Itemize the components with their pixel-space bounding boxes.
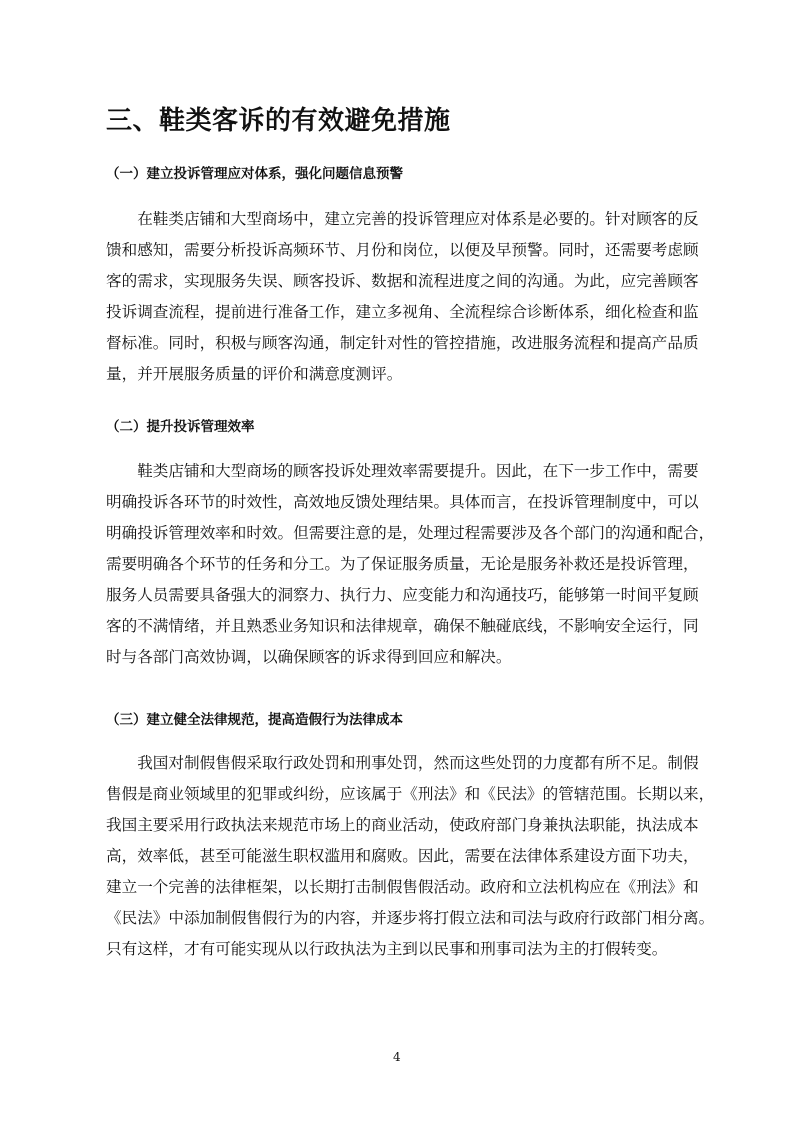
text-line: 明确投诉各环节的时效性，高效地反馈处理结果。具体而言，在投诉管理制度中，可以	[106, 493, 699, 511]
text-line: 督标准。同时，积极与顾客沟通，制定针对性的管控措施，改进服务流程和提高产品质	[106, 334, 699, 352]
text-line: 建立一个完善的法律框架，以长期打击制假售假活动。政府和立法机构应在《刑法》和	[106, 878, 699, 896]
text-line: 只有这样，才有可能实现从以行政执法为主到以民事和刑事司法为主的打假转变。	[106, 940, 668, 958]
paragraph-2	[106, 456, 715, 673]
text-line: 鞋类店铺和大型商场的顾客投诉处理效率需要提升。因此，在下一步工作中，需要	[137, 462, 699, 480]
text-line: 时与各部门高效协调，以确保顾客的诉求得到回应和解决。	[106, 648, 512, 666]
text-line: 服务人员需要具备强大的洞察力、执行力、应变能力和沟通技巧，能够第一时间平复顾	[106, 586, 699, 604]
paragraph-1	[106, 204, 699, 390]
subsection-heading-1: （一）建立投诉管理应对体系，强化问题信息预警	[106, 166, 403, 182]
text-line: 售假是商业领域里的犯罪或纠纷，应该属于《刑法》和《民法》的管辖范围。长期以来，	[106, 785, 715, 803]
paragraph-3	[106, 748, 715, 965]
section-title: 三、鞋类客诉的有效避免措施	[106, 106, 451, 136]
text-line: 我国对制假售假采取行政处罚和刑事处罚，然而这些处罚的力度都有所不足。制假	[137, 754, 699, 772]
text-line: 高，效率低，甚至可能滋生职权滥用和腐败。因此，需要在法律体系建设方面下功夫，	[106, 847, 699, 865]
text-line: 量，并开展服务质量的评价和满意度测评。	[106, 365, 403, 383]
text-line: 明确投诉管理效率和时效。但需要注意的是，处理过程需要涉及各个部门的沟通和配合，	[106, 524, 715, 542]
page-number: 4	[393, 1050, 401, 1064]
text-line: 我国主要采用行政执法来规范市场上的商业活动，使政府部门身兼执法职能，执法成本	[106, 816, 699, 834]
text-line: 需要明确各个环节的任务和分工。为了保证服务质量，无论是服务补救还是投诉管理，	[106, 555, 699, 573]
subsection-heading-3: （三）建立健全法律规范，提高造假行为法律成本	[106, 712, 403, 728]
text-line: 馈和感知，需要分析投诉高频环节、月份和岗位，以便及早预警。同时，还需要考虑顾	[106, 241, 699, 259]
text-line: 客的需求，实现服务失误、顾客投诉、数据和流程进度之间的沟通。为此，应完善顾客	[106, 272, 699, 290]
text-line: 在鞋类店铺和大型商场中，建立完善的投诉管理应对体系是必要的。针对顾客的反	[137, 210, 699, 228]
text-line: 《民法》中添加制假售假行为的内容，并逐步将打假立法和司法与政府行政部门相分离。	[106, 909, 715, 927]
text-line: 投诉调查流程，提前进行准备工作，建立多视角、全流程综合诊断体系，细化检查和监	[106, 303, 699, 321]
subsection-heading-2: （二）提升投诉管理效率	[106, 419, 255, 435]
text-line: 客的不满情绪，并且熟悉业务知识和法律规章，确保不触碰底线，不影响安全运行，同	[106, 617, 699, 635]
